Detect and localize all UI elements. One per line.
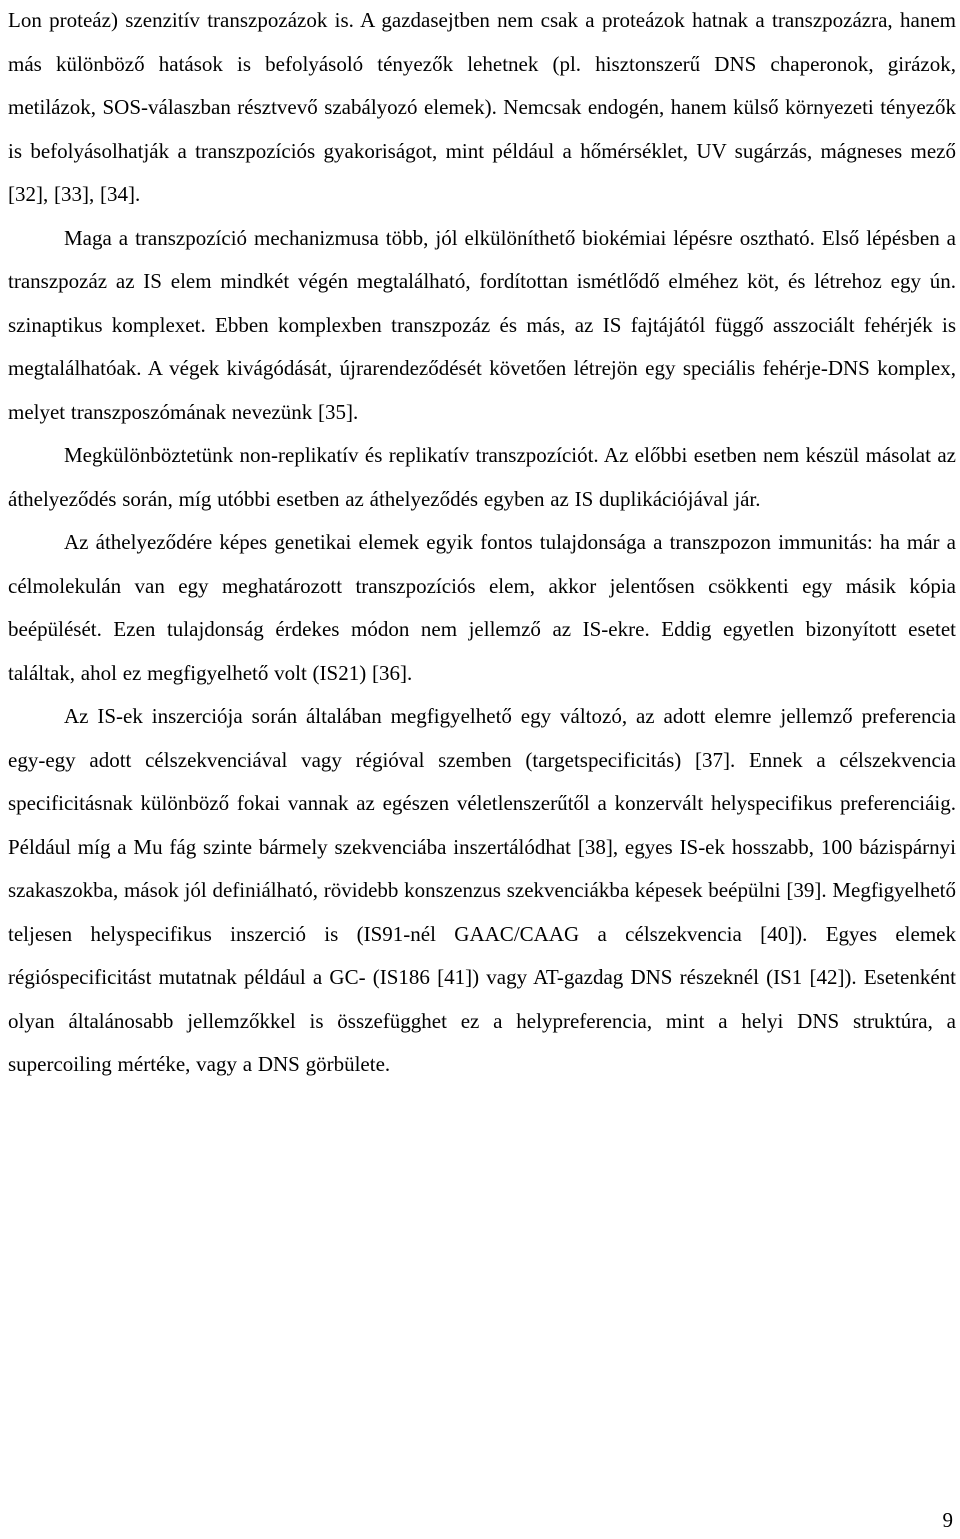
document-page — [8, 0, 956, 1087]
paragraph-2: Maga a transzpozíció mechanizmusa több, jól elkülöníthető biokémiai lépésre osztható. Első lépésben a transzpozáz az IS elem mindkét végén megtalálható, fordítottan ismétlődő elméhez köt, és létrehoz egy ún. szinaptikus komplexet. Ebben komplexben transzpozáz és más, az IS fajtájától függő asszociált fehérjék is megtalálhatóak. A végek kivágódását, újrarendeződését követően létrejön egy speciális fehérje-DNS komplex, melyet transzposzómának nevezünk [35]. — [8, 225, 956, 424]
paragraph-5: Az IS-ek inszerciója során általában megfigyelhető egy változó, az adott elemre jellemző preferencia egy-egy adott célszekvenciával vagy régióval szemben (targetspecificitás) [37]. Ennek a célszekvencia specificitásnak különböző fokai vannak az egészen véletlenszerűtől a konzervált helyspecifikus preferenciáig. Például míg a Mu fág szinte bármely szekvenciába inszertálódhat [38], egyes IS-ek hosszabb, 100 bázispárnyi szakaszokba, mások jól definiálható, rövidebb konszenzus szekvenciákba képesek beépülni [39]. Megfigyelhető teljesen helyspecifikus inszerció is (IS91-nél GAAC/CAAG a célszekvencia [40]). Egyes elemek régióspecificitást mutatnak például a GC- (IS186 [41]) vagy AT-gazdag DNS részeknél (IS1 [42]). Esetenként olyan általánosabb jellemzőkkel is összefügghet ez a helypreferencia, mint a helyi DNS struktúra, a supercoiling mértéke, vagy a DNS görbülete. — [8, 704, 956, 1076]
paragraph-1: Lon proteáz) szenzitív transzpozázok is. A gazdasejtben nem csak a proteázok hatnak a transzpozázra, hanem más különböző hatások is befolyásoló tényezők lehetnek (pl. hisztonszerű DNS chaperonok, girázok, metilázok, SOS-válaszban résztvevő szabályozó elemek). Nemcsak endogén, hanem külső környezeti tényezők is befolyásolhatják a transzpozíciós gyakoriságot, mint például a hőmérséklet, UV sugárzás, mágneses mező [32], [33], [34]. — [8, 8, 956, 206]
paragraph-3: Megkülönböztetünk non-replikatív és replikatív transzpozíciót. Az előbbi esetben nem készül másolat az áthelyeződés során, míg utóbbi esetben az áthelyeződés egyben az IS duplikációjával jár. — [8, 443, 956, 511]
paragraph-4: Az áthelyeződére képes genetikai elemek egyik fontos tulajdonsága a transzpozon immunitás: ha már a célmolekulán van egy meghatározott transzpozíciós elem, akkor jelentősen csökkenti egy másik kópia beépülését. Ezen tulajdonság érdekes módon nem jellemző az IS-ekre. Eddig egyetlen bizonyított esetet találtak, ahol ez megfigyelhető volt (IS21) [36]. — [8, 530, 956, 685]
page-number: 9 — [942, 1508, 953, 1532]
